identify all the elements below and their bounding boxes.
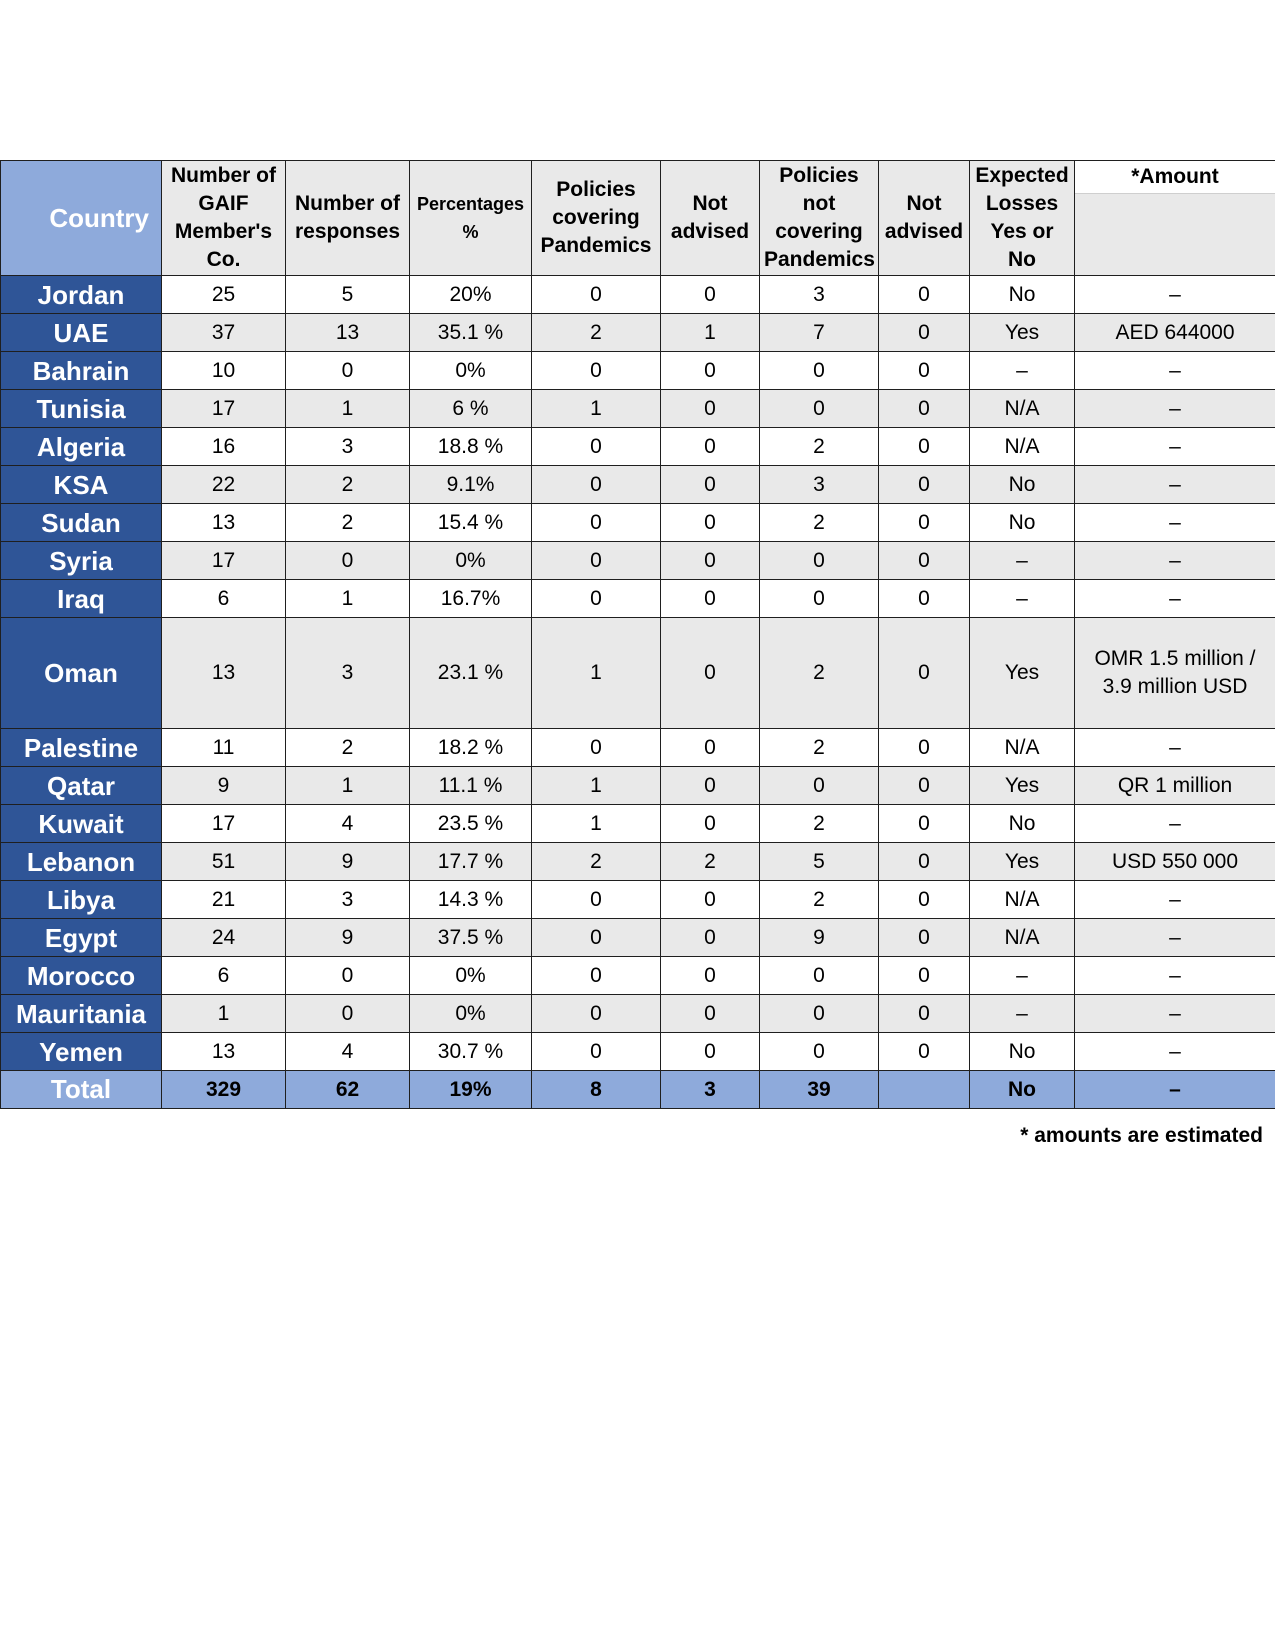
cell-responses: 9 bbox=[286, 919, 410, 957]
cell-members: 24 bbox=[162, 919, 286, 957]
cell-responses: 0 bbox=[286, 957, 410, 995]
cell-not-advised-2: 0 bbox=[879, 542, 970, 580]
cell-responses: 0 bbox=[286, 542, 410, 580]
cell-responses: 4 bbox=[286, 805, 410, 843]
cell-not-covering: 0 bbox=[760, 767, 879, 805]
cell-members: 51 bbox=[162, 843, 286, 881]
cell-not-covering: 2 bbox=[760, 881, 879, 919]
cell-members: 6 bbox=[162, 957, 286, 995]
cell-members: 16 bbox=[162, 428, 286, 466]
cell-not-covering: 0 bbox=[760, 542, 879, 580]
cell-covering: 1 bbox=[532, 390, 661, 428]
table-row bbox=[1, 805, 1275, 843]
cell-percentage: 35.1 % bbox=[410, 314, 532, 352]
cell-responses: 1 bbox=[286, 390, 410, 428]
table-row bbox=[1, 428, 1275, 466]
cell-members: 21 bbox=[162, 881, 286, 919]
cell-responses: 13 bbox=[286, 314, 410, 352]
cell-expected-losses: No bbox=[970, 1033, 1075, 1071]
cell-country: UAE bbox=[1, 314, 162, 352]
cell-expected-losses: No bbox=[970, 805, 1075, 843]
table-row bbox=[1, 542, 1275, 580]
cell-not-covering: 9 bbox=[760, 919, 879, 957]
cell-amount: – bbox=[1075, 276, 1275, 314]
header-amount-fill bbox=[1075, 194, 1275, 275]
footnote: * amounts are estimated bbox=[1020, 1124, 1263, 1147]
cell-not-advised-1: 0 bbox=[661, 957, 760, 995]
cell-expected-losses: Yes bbox=[970, 618, 1075, 729]
cell-expected-losses: No bbox=[970, 504, 1075, 542]
cell-not-covering: 0 bbox=[760, 995, 879, 1033]
header-not-covering: Policies not covering Pandemics bbox=[760, 161, 879, 276]
cell-responses: 9 bbox=[286, 843, 410, 881]
table-row bbox=[1, 618, 1275, 729]
cell-expected-losses: – bbox=[970, 580, 1075, 618]
cell-country: Mauritania bbox=[1, 995, 162, 1033]
cell-covering: 0 bbox=[532, 729, 661, 767]
cell-not-advised-2: 0 bbox=[879, 276, 970, 314]
table-row bbox=[1, 843, 1275, 881]
cell-not-advised-1: 0 bbox=[661, 729, 760, 767]
cell-members: 11 bbox=[162, 729, 286, 767]
cell-country: Syria bbox=[1, 542, 162, 580]
total-label: Total bbox=[1, 1071, 162, 1109]
cell-percentage: 20% bbox=[410, 276, 532, 314]
cell-responses: 2 bbox=[286, 504, 410, 542]
total-covering: 8 bbox=[532, 1071, 661, 1109]
cell-country: Libya bbox=[1, 881, 162, 919]
cell-not-advised-1: 2 bbox=[661, 843, 760, 881]
header-responses: Number of responses bbox=[286, 161, 410, 276]
cell-expected-losses: – bbox=[970, 352, 1075, 390]
cell-responses: 3 bbox=[286, 428, 410, 466]
cell-responses: 0 bbox=[286, 995, 410, 1033]
header-amount-label: *Amount bbox=[1075, 161, 1275, 194]
table-row bbox=[1, 504, 1275, 542]
cell-responses: 0 bbox=[286, 352, 410, 390]
cell-amount: – bbox=[1075, 919, 1275, 957]
cell-amount: – bbox=[1075, 1033, 1275, 1071]
cell-responses: 1 bbox=[286, 580, 410, 618]
cell-percentage: 23.1 % bbox=[410, 618, 532, 729]
cell-amount: – bbox=[1075, 580, 1275, 618]
cell-expected-losses: N/A bbox=[970, 428, 1075, 466]
cell-amount: – bbox=[1075, 995, 1275, 1033]
cell-not-advised-2: 0 bbox=[879, 352, 970, 390]
cell-percentage: 15.4 % bbox=[410, 504, 532, 542]
cell-covering: 0 bbox=[532, 276, 661, 314]
cell-not-advised-1: 0 bbox=[661, 1033, 760, 1071]
cell-not-advised-1: 0 bbox=[661, 618, 760, 729]
total-not-advised-2 bbox=[879, 1071, 970, 1109]
cell-not-advised-1: 0 bbox=[661, 466, 760, 504]
cell-members: 13 bbox=[162, 618, 286, 729]
cell-country: Sudan bbox=[1, 504, 162, 542]
header-not-advised-1: Not advised bbox=[661, 161, 760, 276]
cell-members: 13 bbox=[162, 1033, 286, 1071]
table-row bbox=[1, 580, 1275, 618]
cell-responses: 3 bbox=[286, 881, 410, 919]
cell-percentage: 9.1% bbox=[410, 466, 532, 504]
cell-covering: 0 bbox=[532, 995, 661, 1033]
cell-not-advised-1: 0 bbox=[661, 995, 760, 1033]
cell-not-advised-2: 0 bbox=[879, 466, 970, 504]
header-percentages: Percentages % bbox=[410, 161, 532, 276]
cell-covering: 1 bbox=[532, 767, 661, 805]
cell-expected-losses: – bbox=[970, 957, 1075, 995]
cell-not-advised-2: 0 bbox=[879, 919, 970, 957]
cell-members: 9 bbox=[162, 767, 286, 805]
cell-not-advised-1: 0 bbox=[661, 390, 760, 428]
cell-percentage: 18.2 % bbox=[410, 729, 532, 767]
total-row bbox=[1, 1071, 1275, 1109]
cell-not-advised-2: 0 bbox=[879, 957, 970, 995]
cell-percentage: 6 % bbox=[410, 390, 532, 428]
cell-not-advised-2: 0 bbox=[879, 995, 970, 1033]
cell-not-covering: 7 bbox=[760, 314, 879, 352]
table-row bbox=[1, 881, 1275, 919]
table-row bbox=[1, 729, 1275, 767]
cell-country: Oman bbox=[1, 618, 162, 729]
cell-country: Jordan bbox=[1, 276, 162, 314]
header-expected-losses: Expected Losses Yes or No bbox=[970, 161, 1075, 276]
cell-not-advised-1: 0 bbox=[661, 276, 760, 314]
header-members: Number of GAIF Member's Co. bbox=[162, 161, 286, 276]
table-row bbox=[1, 390, 1275, 428]
cell-percentage: 18.8 % bbox=[410, 428, 532, 466]
header-amount bbox=[1075, 161, 1275, 276]
cell-percentage: 0% bbox=[410, 352, 532, 390]
total-members: 329 bbox=[162, 1071, 286, 1109]
cell-members: 10 bbox=[162, 352, 286, 390]
cell-not-advised-1: 0 bbox=[661, 919, 760, 957]
cell-not-advised-2: 0 bbox=[879, 314, 970, 352]
cell-not-advised-2: 0 bbox=[879, 1033, 970, 1071]
cell-expected-losses: N/A bbox=[970, 729, 1075, 767]
cell-members: 37 bbox=[162, 314, 286, 352]
cell-not-advised-1: 0 bbox=[661, 352, 760, 390]
cell-responses: 3 bbox=[286, 618, 410, 729]
cell-not-advised-1: 0 bbox=[661, 805, 760, 843]
table-row bbox=[1, 995, 1275, 1033]
cell-amount: QR 1 million bbox=[1075, 767, 1275, 805]
table-row bbox=[1, 767, 1275, 805]
cell-country: Lebanon bbox=[1, 843, 162, 881]
cell-country: Iraq bbox=[1, 580, 162, 618]
cell-not-advised-1: 0 bbox=[661, 542, 760, 580]
cell-covering: 0 bbox=[532, 352, 661, 390]
cell-expected-losses: N/A bbox=[970, 881, 1075, 919]
cell-members: 25 bbox=[162, 276, 286, 314]
cell-country: Morocco bbox=[1, 957, 162, 995]
cell-not-advised-1: 1 bbox=[661, 314, 760, 352]
cell-covering: 0 bbox=[532, 881, 661, 919]
cell-responses: 2 bbox=[286, 729, 410, 767]
cell-not-covering: 2 bbox=[760, 618, 879, 729]
cell-amount: – bbox=[1075, 957, 1275, 995]
cell-members: 17 bbox=[162, 805, 286, 843]
cell-amount: OMR 1.5 million / 3.9 million USD bbox=[1075, 618, 1275, 729]
cell-expected-losses: N/A bbox=[970, 390, 1075, 428]
cell-not-advised-2: 0 bbox=[879, 504, 970, 542]
cell-not-advised-1: 0 bbox=[661, 504, 760, 542]
cell-percentage: 30.7 % bbox=[410, 1033, 532, 1071]
header-row bbox=[1, 161, 1275, 276]
cell-not-advised-2: 0 bbox=[879, 767, 970, 805]
cell-not-advised-2: 0 bbox=[879, 881, 970, 919]
cell-amount: – bbox=[1075, 729, 1275, 767]
cell-not-covering: 0 bbox=[760, 1033, 879, 1071]
cell-country: KSA bbox=[1, 466, 162, 504]
cell-amount: – bbox=[1075, 466, 1275, 504]
cell-covering: 2 bbox=[532, 314, 661, 352]
cell-expected-losses: Yes bbox=[970, 843, 1075, 881]
cell-expected-losses: Yes bbox=[970, 314, 1075, 352]
header-covering: Policies covering Pandemics bbox=[532, 161, 661, 276]
cell-expected-losses: N/A bbox=[970, 919, 1075, 957]
cell-covering: 0 bbox=[532, 504, 661, 542]
cell-percentage: 16.7% bbox=[410, 580, 532, 618]
cell-country: Qatar bbox=[1, 767, 162, 805]
cell-covering: 1 bbox=[532, 805, 661, 843]
cell-expected-losses: – bbox=[970, 542, 1075, 580]
pandemic-survey-table bbox=[0, 160, 1275, 1109]
table-body bbox=[1, 276, 1275, 1071]
cell-not-covering: 0 bbox=[760, 390, 879, 428]
cell-amount: – bbox=[1075, 390, 1275, 428]
cell-amount: – bbox=[1075, 504, 1275, 542]
cell-not-covering: 2 bbox=[760, 729, 879, 767]
table-row bbox=[1, 276, 1275, 314]
cell-covering: 0 bbox=[532, 580, 661, 618]
cell-members: 22 bbox=[162, 466, 286, 504]
cell-not-covering: 0 bbox=[760, 580, 879, 618]
total-amount: – bbox=[1075, 1071, 1275, 1109]
header-country: Country bbox=[1, 161, 162, 276]
cell-not-advised-1: 0 bbox=[661, 767, 760, 805]
cell-members: 1 bbox=[162, 995, 286, 1033]
cell-covering: 0 bbox=[532, 542, 661, 580]
cell-not-advised-2: 0 bbox=[879, 729, 970, 767]
cell-not-covering: 3 bbox=[760, 276, 879, 314]
cell-members: 6 bbox=[162, 580, 286, 618]
cell-not-advised-2: 0 bbox=[879, 580, 970, 618]
cell-not-covering: 0 bbox=[760, 957, 879, 995]
cell-amount: USD 550 000 bbox=[1075, 843, 1275, 881]
cell-not-covering: 3 bbox=[760, 466, 879, 504]
cell-covering: 0 bbox=[532, 1033, 661, 1071]
cell-not-covering: 2 bbox=[760, 428, 879, 466]
cell-percentage: 0% bbox=[410, 542, 532, 580]
table-row bbox=[1, 352, 1275, 390]
cell-responses: 1 bbox=[286, 767, 410, 805]
table-row bbox=[1, 957, 1275, 995]
cell-country: Tunisia bbox=[1, 390, 162, 428]
cell-covering: 0 bbox=[532, 919, 661, 957]
cell-percentage: 37.5 % bbox=[410, 919, 532, 957]
table-row bbox=[1, 1033, 1275, 1071]
cell-not-covering: 2 bbox=[760, 805, 879, 843]
cell-country: Bahrain bbox=[1, 352, 162, 390]
cell-not-covering: 0 bbox=[760, 352, 879, 390]
cell-responses: 4 bbox=[286, 1033, 410, 1071]
cell-amount: – bbox=[1075, 428, 1275, 466]
total-expected-losses: No bbox=[970, 1071, 1075, 1109]
table-row bbox=[1, 466, 1275, 504]
cell-members: 17 bbox=[162, 542, 286, 580]
cell-percentage: 23.5 % bbox=[410, 805, 532, 843]
cell-amount: – bbox=[1075, 352, 1275, 390]
cell-not-covering: 5 bbox=[760, 843, 879, 881]
cell-percentage: 17.7 % bbox=[410, 843, 532, 881]
cell-expected-losses: No bbox=[970, 276, 1075, 314]
cell-not-advised-2: 0 bbox=[879, 805, 970, 843]
cell-responses: 5 bbox=[286, 276, 410, 314]
cell-covering: 0 bbox=[532, 957, 661, 995]
cell-not-advised-2: 0 bbox=[879, 428, 970, 466]
total-not-advised-1: 3 bbox=[661, 1071, 760, 1109]
cell-members: 17 bbox=[162, 390, 286, 428]
cell-percentage: 11.1 % bbox=[410, 767, 532, 805]
table-row bbox=[1, 314, 1275, 352]
cell-country: Yemen bbox=[1, 1033, 162, 1071]
cell-responses: 2 bbox=[286, 466, 410, 504]
cell-country: Palestine bbox=[1, 729, 162, 767]
cell-expected-losses: No bbox=[970, 466, 1075, 504]
cell-amount: – bbox=[1075, 805, 1275, 843]
cell-percentage: 0% bbox=[410, 995, 532, 1033]
cell-covering: 0 bbox=[532, 428, 661, 466]
cell-not-advised-2: 0 bbox=[879, 843, 970, 881]
cell-not-advised-2: 0 bbox=[879, 618, 970, 729]
cell-expected-losses: – bbox=[970, 995, 1075, 1033]
total-percentage: 19% bbox=[410, 1071, 532, 1109]
cell-percentage: 14.3 % bbox=[410, 881, 532, 919]
cell-not-covering: 2 bbox=[760, 504, 879, 542]
table-row bbox=[1, 919, 1275, 957]
cell-not-advised-1: 0 bbox=[661, 881, 760, 919]
cell-amount: – bbox=[1075, 881, 1275, 919]
cell-percentage: 0% bbox=[410, 957, 532, 995]
cell-not-advised-1: 0 bbox=[661, 428, 760, 466]
cell-country: Kuwait bbox=[1, 805, 162, 843]
total-not-covering: 39 bbox=[760, 1071, 879, 1109]
cell-covering: 1 bbox=[532, 618, 661, 729]
cell-expected-losses: Yes bbox=[970, 767, 1075, 805]
cell-country: Algeria bbox=[1, 428, 162, 466]
header-not-advised-2: Not advised bbox=[879, 161, 970, 276]
cell-members: 13 bbox=[162, 504, 286, 542]
cell-covering: 2 bbox=[532, 843, 661, 881]
cell-amount: – bbox=[1075, 542, 1275, 580]
cell-covering: 0 bbox=[532, 466, 661, 504]
cell-amount: AED 644000 bbox=[1075, 314, 1275, 352]
cell-not-advised-1: 0 bbox=[661, 580, 760, 618]
cell-not-advised-2: 0 bbox=[879, 390, 970, 428]
total-responses: 62 bbox=[286, 1071, 410, 1109]
cell-country: Egypt bbox=[1, 919, 162, 957]
